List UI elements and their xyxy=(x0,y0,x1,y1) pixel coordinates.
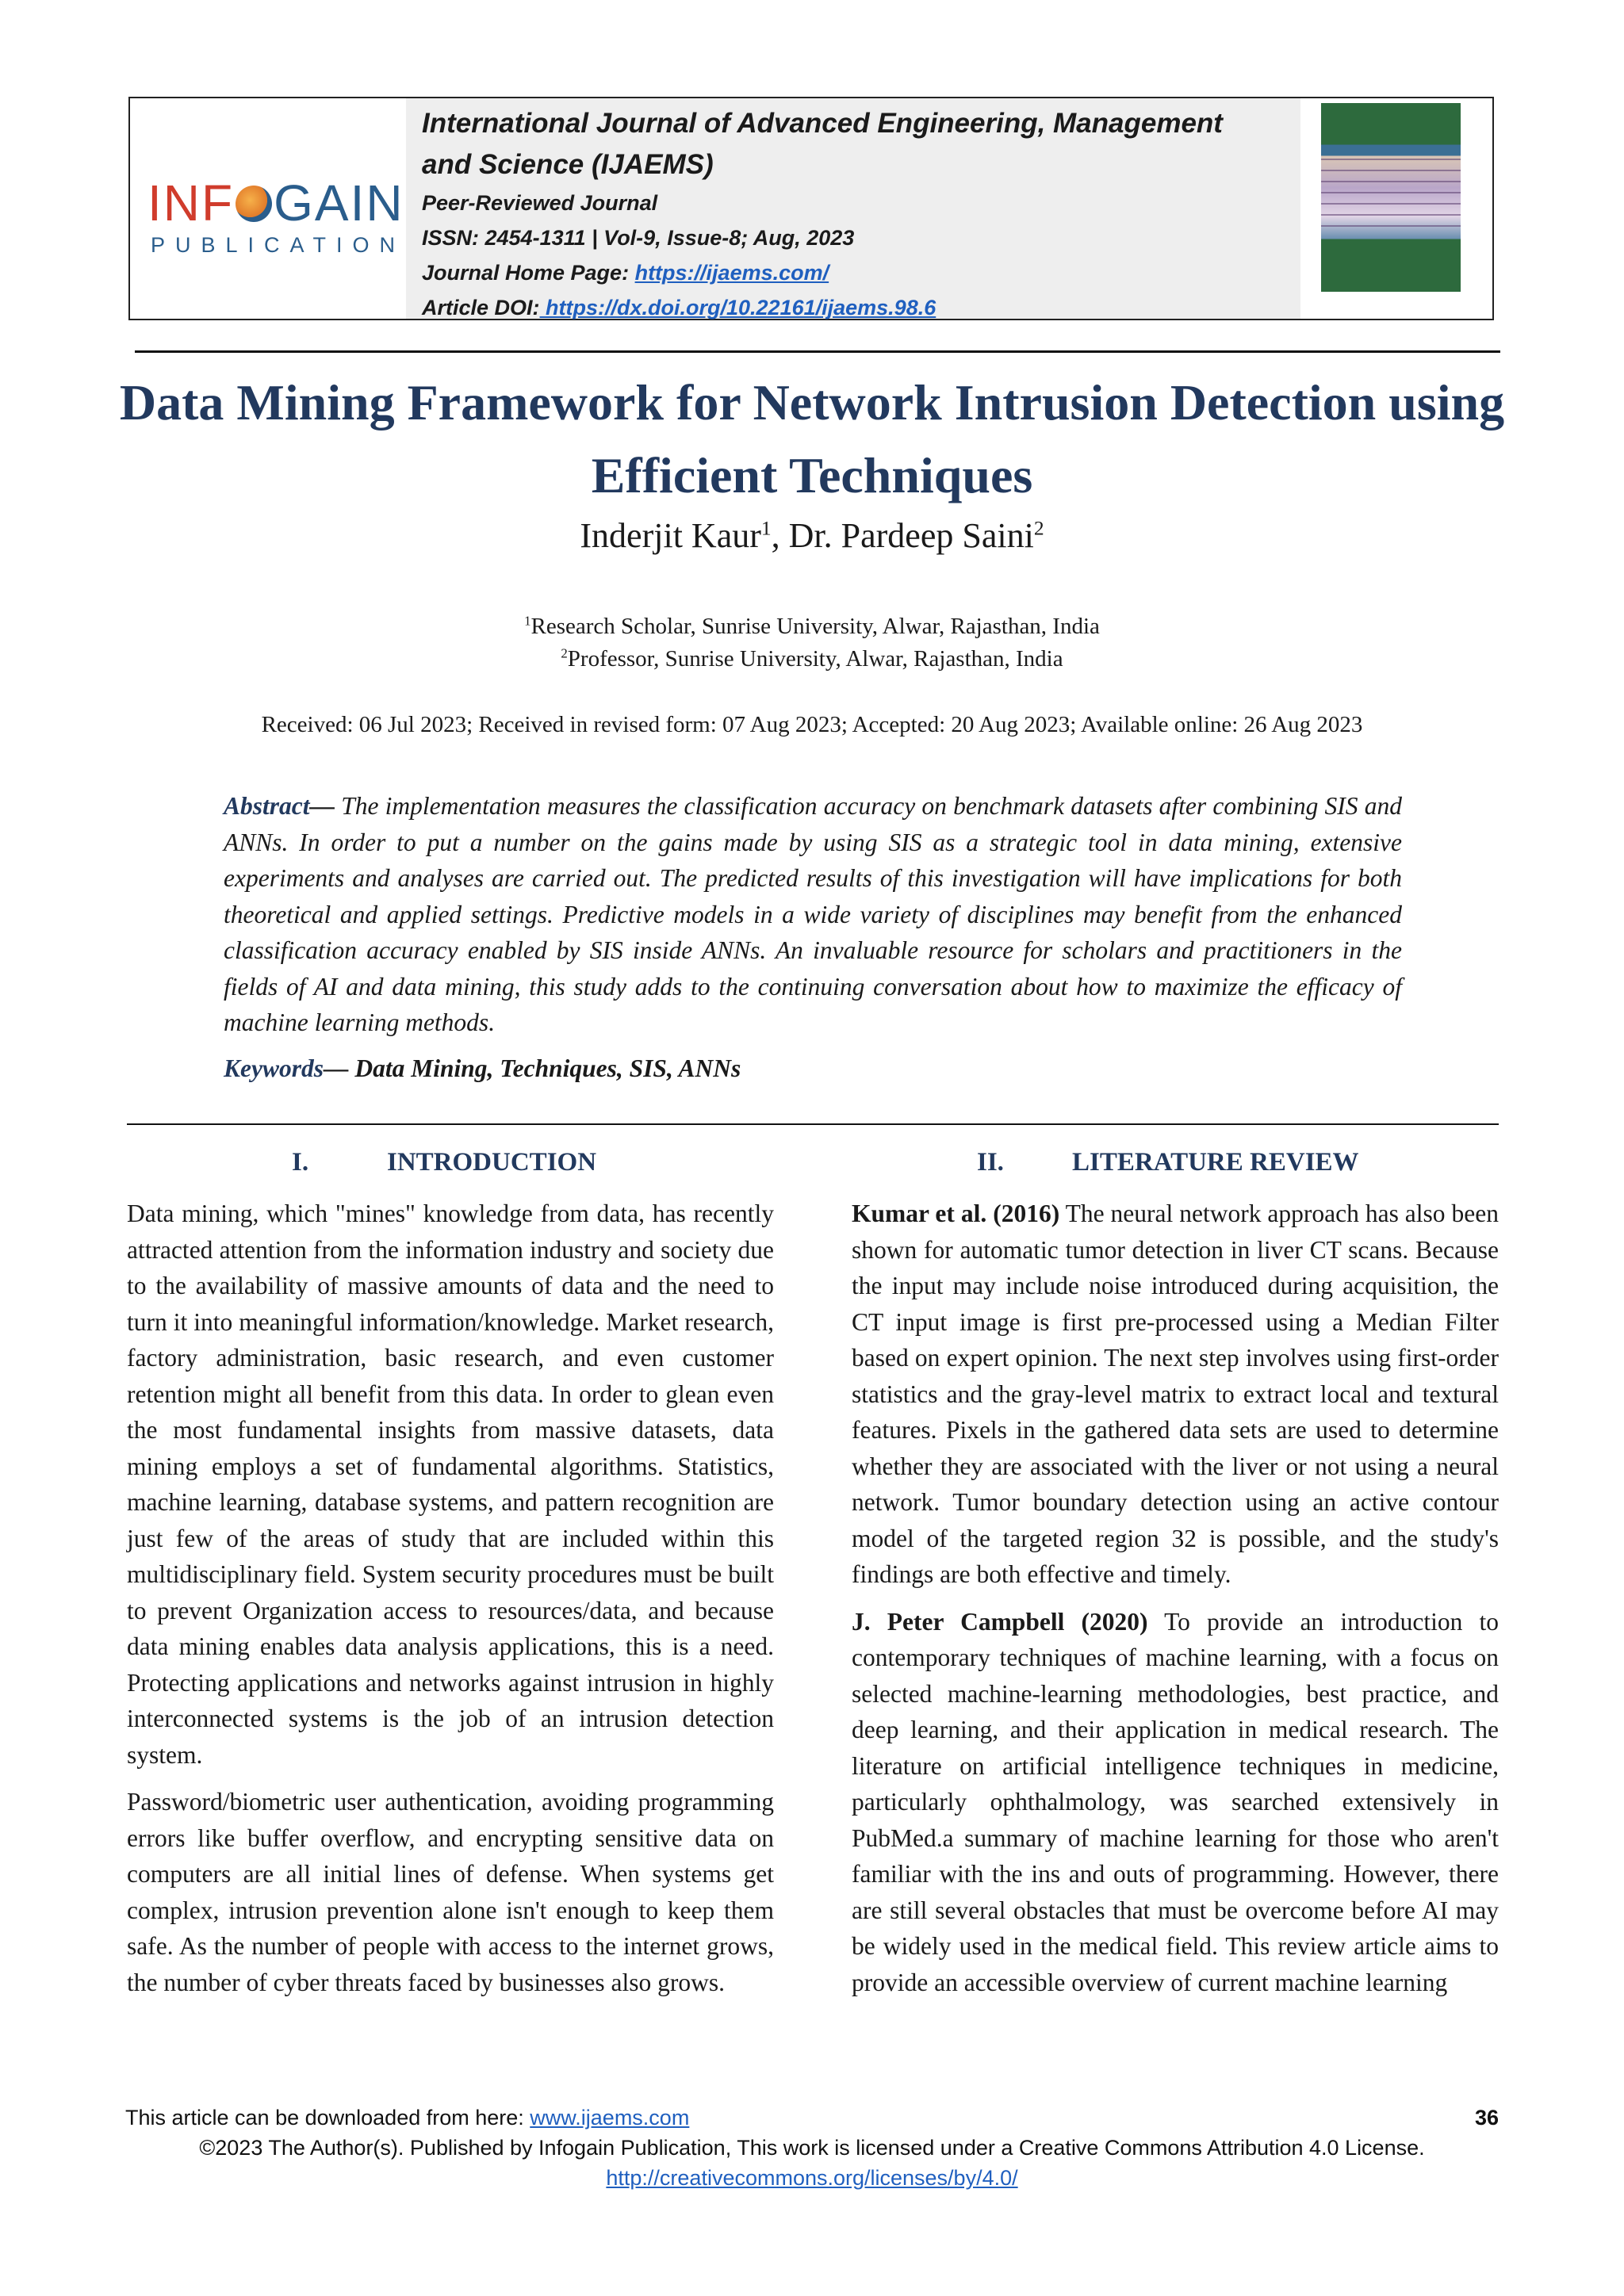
keywords-label: Keywords xyxy=(224,1054,324,1082)
article-title: Data Mining Framework for Network Intrusion Detection using Efficient Techniques xyxy=(119,374,1505,503)
home-page-label: Journal Home Page: xyxy=(422,261,635,285)
lit-paragraph-2 xyxy=(852,1604,1499,2001)
journal-cover-image xyxy=(1321,103,1461,292)
issn-line: ISSN: 2454-1311 | Vol-9, Issue-8; Aug, 2023 xyxy=(422,226,855,250)
right-column xyxy=(852,1196,1499,2011)
license-text: ©2023 The Author(s). Published by Infogain Publication, This work is licensed under a Creative Commons Attribution 4.0 License. xyxy=(199,2136,1425,2160)
intro-number: I. xyxy=(292,1148,309,1177)
keywords-text: — Data Mining, Techniques, SIS, ANNs xyxy=(324,1054,741,1082)
keywords xyxy=(224,1054,1402,1083)
globe-icon xyxy=(236,186,272,222)
logo-text-b: GAIN xyxy=(274,174,404,232)
journal-header xyxy=(128,97,1494,320)
logo-subtitle: PUBLICATION xyxy=(151,233,406,257)
license-line xyxy=(0,2166,1624,2191)
download-link[interactable]: www.ijaems.com xyxy=(530,2106,690,2130)
peer-reviewed-label: Peer-Reviewed Journal xyxy=(422,191,658,215)
doi-link[interactable]: https://dx.doi.org/10.22161/ijaems.98.6 xyxy=(539,296,936,320)
literature-review-heading xyxy=(977,1148,1359,1177)
author-2: , Dr. Pardeep Saini xyxy=(771,516,1034,555)
license-link[interactable]: http://creativecommons.org/licenses/by/4.0/ xyxy=(606,2166,1018,2190)
author-1: Inderjit Kaur xyxy=(580,516,761,555)
logo-text-a: INF xyxy=(147,174,235,232)
introduction-heading xyxy=(292,1148,596,1177)
journal-info xyxy=(406,98,1300,319)
intro-paragraph-2: Password/biometric user authentication, avoiding programming errors like buffer overflow, and encrypting sensitive data on computers are all initial lines of defense. When systems get complex, intrusion prevention alone isn't enough to keep them safe. As the number of people with access to the internet grows, the number of cyber threats faced by businesses also grows. xyxy=(127,1788,774,1996)
affiliation-1 xyxy=(0,614,1624,640)
lit-1-citation: Kumar et al. (2016) xyxy=(852,1200,1060,1227)
author-1-sup: 1 xyxy=(760,516,772,540)
affiliation-2 xyxy=(0,646,1624,672)
home-page-link[interactable]: https://ijaems.com/ xyxy=(634,261,829,285)
abstract xyxy=(224,788,1402,1041)
download-label: This article can be downloaded from here: xyxy=(125,2106,530,2130)
aff-1-text: Research Scholar, Sunrise University, Alwar, Rajasthan, India xyxy=(530,614,1100,639)
lit-2-text: To provide an introduction to contemporary techniques of machine learning, with a focus on selected machine-learning methodologies, best practice, and deep learning, and their application in medical research. The literature on artificial intelligence techniques in medicine, particularly ophthalmology, was searched extensively in PubMed.a summary of machine learning for those who aren't familiar with the ins and outs of programming. However, there are still several obstacles that must be overcome before AI may be widely used in the medical field. This review article aims to provide an accessible overview of current machine learning xyxy=(852,1607,1499,1996)
lit-2-citation: J. Peter Campbell (2020) xyxy=(852,1607,1148,1636)
abstract-label: Abstract xyxy=(224,792,310,820)
abstract-text: The implementation measures the classification accuracy on benchmark datasets after combining SIS and ANNs. In order to put a number on the gains made by using SIS as a strategic tool in data mining, extensive experiments and analyses are carried out. The predicted results of this investigation will have implications for both theoretical and applied settings. Predictive models in a wide variety of disciplines may benefit from the enhanced classification accuracy enabled by SIS inside ANNs. An invaluable resource for scholars and practitioners in the fields of AI and data mining, this study adds to the continuing conversation about how to maximize the efficacy of machine learning methods. xyxy=(224,792,1403,1036)
lit-number: II. xyxy=(977,1148,1004,1177)
intro-paragraph-1: Data mining, which "mines" knowledge from data, has recently attracted attention from the information industry and society due to the availability of massive amounts of data and the need to turn it into meaningful information/knowledge. Market research, factory administration, basic research, and even customer retention might all benefit from this data. In order to glean even the most fundamental insights from massive datasets, data mining employs a set of fundamental algorithms. Statistics, machine learning, database systems, and pattern recognition are just few of the areas of study that are included within this multidisciplinary field. System security procedures must be built to prevent Organization access to resources/data, and because data mining enables data analysis applications, this is a need. Protecting applications and networks against intrusion in highly interconnected systems is the job of an intrusion detection system. xyxy=(127,1200,774,1769)
top-divider xyxy=(135,350,1500,353)
abstract-dash: — xyxy=(309,792,342,820)
intro-title: INTRODUCTION xyxy=(387,1148,597,1177)
page-number: 36 xyxy=(1474,2106,1499,2130)
lit-paragraph-1 xyxy=(852,1196,1499,1593)
lit-title: LITERATURE REVIEW xyxy=(1072,1148,1359,1177)
author-list xyxy=(0,515,1624,556)
doi-label: Article DOI: xyxy=(422,296,540,320)
home-page-line xyxy=(422,255,1300,290)
section-divider xyxy=(127,1123,1499,1125)
lit-1-text: The neural network approach has also been shown for automatic tumor detection in liver CT scans. Because the input may include noise introduced during acquisition, the CT input image is first pre-processed using a Median Filter based on expert opinion. The next step involves using first-order statistics and the gray-level matrix to extract local and textural features. Pixels in the gathered data sets are used to determine whether they are associated with the liver or not using a neural network. Tumor boundary detection using an active contour model of the targeted region 32 is possible, and the study's findings are both effective and timely. xyxy=(852,1200,1499,1588)
left-column xyxy=(127,1196,774,2011)
journal-title: International Journal of Advanced Engineering, Management and Science (IJAEMS) xyxy=(422,108,1223,180)
doi-line xyxy=(422,290,1300,325)
author-2-sup: 2 xyxy=(1033,516,1044,540)
aff-2-sup: 2 xyxy=(561,645,568,661)
download-line xyxy=(125,2106,689,2130)
aff-1-sup: 1 xyxy=(524,613,531,629)
aff-2-text: Professor, Sunrise University, Alwar, Rajasthan, India xyxy=(567,646,1063,672)
article-dates: Received: 06 Jul 2023; Received in revised form: 07 Aug 2023; Accepted: 20 Aug 2023; Available online: 26 Aug 2023 xyxy=(261,712,1363,737)
